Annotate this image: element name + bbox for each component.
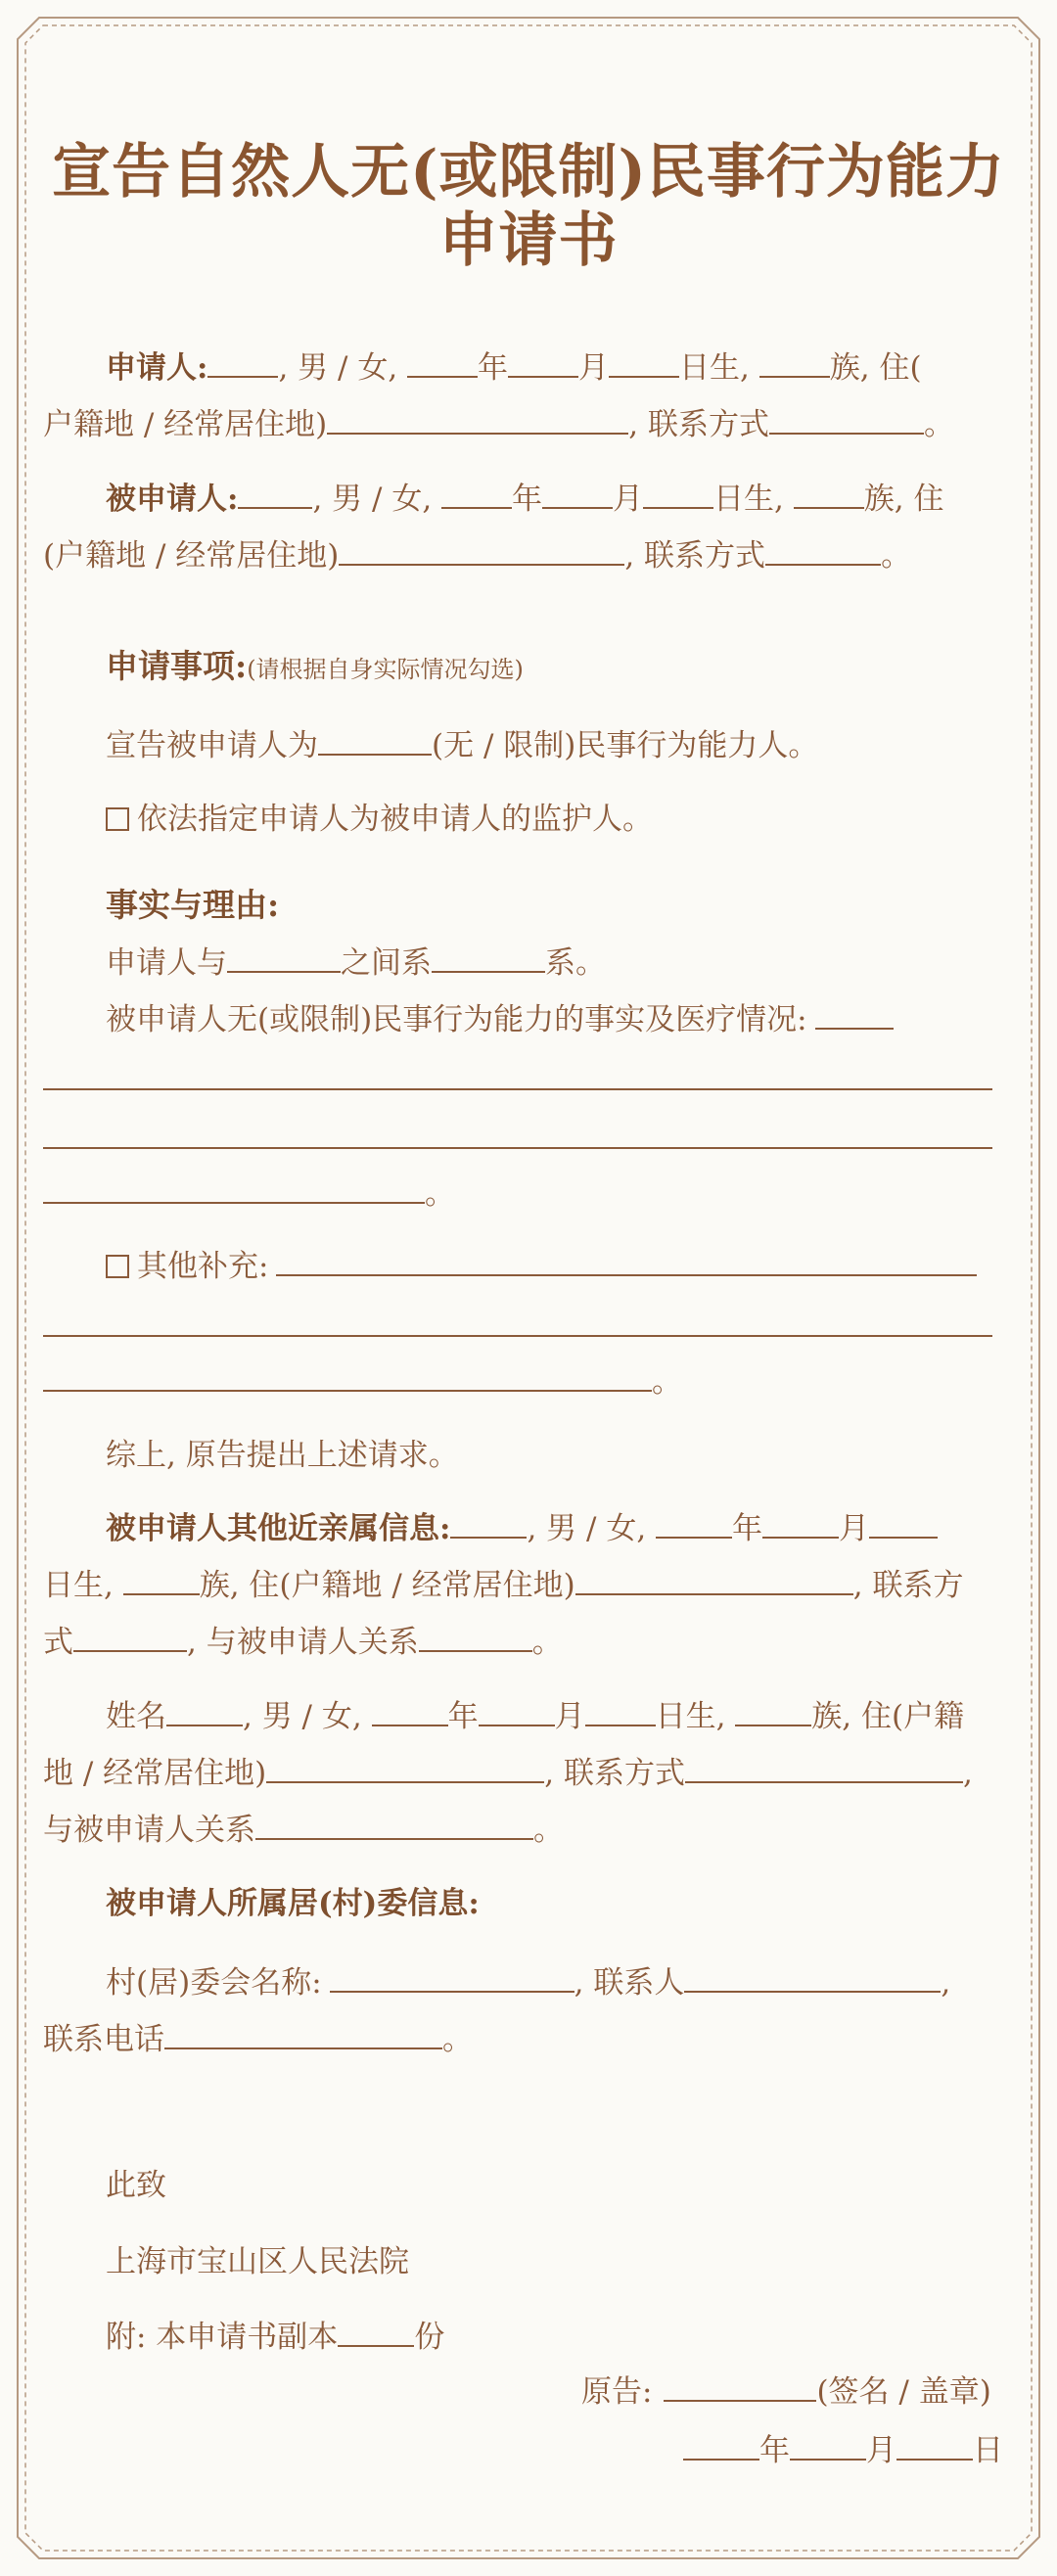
blank-month[interactable] [508, 346, 578, 378]
text: 份 [414, 2320, 445, 2355]
facts-heading [106, 885, 279, 927]
text: 宣告被申请人为 [106, 728, 318, 763]
blank-name[interactable] [238, 478, 312, 509]
blank-year[interactable] [656, 1507, 732, 1539]
committee-line2 [43, 2018, 473, 2060]
text: 年 [512, 482, 543, 517]
matters-note: (请根据自身实际情况勾选) [247, 656, 524, 683]
respondent-label: 被申请人: [106, 482, 239, 517]
blank-name[interactable] [166, 1695, 243, 1726]
text: , 联系方式 [628, 407, 769, 442]
text: 被申请人无(或限制)民事行为能力的事实及医疗情况: [106, 1002, 807, 1037]
blank-line[interactable] [43, 1088, 992, 1090]
text: 附: 本申请书副本 [106, 2320, 339, 2355]
text: 日生, [655, 1699, 736, 1734]
text: , 男 / 女, [527, 1511, 657, 1546]
court-name: 上海市宝山区人民法院 [106, 2244, 409, 2279]
respondent-line1 [106, 478, 943, 520]
checkbox-other[interactable] [106, 1255, 129, 1278]
blank-contact-person[interactable] [684, 1961, 941, 1993]
facts-situation [106, 998, 894, 1040]
text: 日生, [679, 350, 759, 386]
text: 式 [43, 1625, 73, 1660]
relatives-line2 [43, 1564, 964, 1606]
committee-line1 [106, 1961, 950, 2003]
text: 申请人与 [106, 945, 227, 981]
text: 。 [442, 2022, 473, 2057]
blank-year[interactable] [441, 478, 512, 509]
blank-relation[interactable] [419, 1621, 532, 1652]
matters-item1 [106, 724, 818, 766]
text: 。 [533, 1813, 564, 1848]
form-title-line1: 宣告自然人无(或限制)民事行为能力 [52, 138, 1005, 207]
facts-relation [106, 942, 606, 984]
blank-day[interactable] [896, 2429, 973, 2461]
text: 日生, [713, 482, 794, 517]
text: 原告: [581, 2374, 653, 2410]
text: , 联系方式 [544, 1756, 685, 1791]
text: , 联系方 [852, 1568, 964, 1603]
blank-address[interactable] [575, 1564, 853, 1595]
blank-day[interactable] [609, 346, 679, 378]
text: , 男 / 女, [243, 1699, 372, 1734]
text: 月 [554, 1699, 585, 1734]
applicant-line1 [106, 346, 922, 389]
blank-capacity[interactable] [318, 724, 432, 756]
text: 族, 住( [829, 350, 922, 386]
text: 地 / 经常居住地) [43, 1756, 267, 1791]
facts-other [106, 1245, 977, 1287]
relative2-line1 [106, 1695, 964, 1737]
blank-line[interactable] [43, 1360, 652, 1392]
blank-phone[interactable] [164, 2018, 442, 2049]
blank-line[interactable] [43, 1173, 425, 1204]
text: , 联系方式 [624, 538, 766, 574]
blank-situation[interactable] [815, 998, 894, 1030]
blank-contact[interactable] [685, 1752, 963, 1783]
blank-line[interactable] [43, 1335, 992, 1337]
matters-item2 [106, 799, 653, 840]
attachment [106, 2316, 444, 2358]
blank-day[interactable] [585, 1695, 656, 1726]
text: 。 [923, 407, 954, 442]
blank-relation[interactable] [432, 942, 545, 973]
text: 依法指定申请人为被申请人的监护人。 [137, 802, 653, 837]
blank-contact[interactable] [765, 534, 881, 566]
blank-month[interactable] [762, 1507, 839, 1539]
text: 月 [866, 2433, 896, 2468]
text: 。 [881, 538, 912, 574]
text: 。 [531, 1625, 563, 1660]
facts-label: 事实与理由: [106, 886, 280, 924]
text: 日生, [43, 1568, 123, 1603]
blank-name[interactable] [450, 1507, 527, 1539]
text: 其他补充: [137, 1249, 269, 1284]
blank-day[interactable] [643, 478, 713, 509]
checkbox-guardian[interactable] [106, 807, 129, 831]
blank-month[interactable] [542, 478, 613, 509]
blank-line[interactable] [43, 1147, 992, 1149]
text: , [962, 1756, 973, 1791]
text: 月 [578, 350, 610, 386]
blank-ethnicity[interactable] [794, 478, 864, 509]
blank-committee-name[interactable] [330, 1961, 574, 1993]
blank-day[interactable] [869, 1507, 938, 1539]
applicant-line2 [43, 403, 954, 445]
relative2-line3 [43, 1809, 564, 1851]
text: 日 [973, 2433, 1003, 2468]
text: 。 [652, 1364, 682, 1400]
text: 联系电话 [43, 2022, 164, 2057]
blank-month[interactable] [479, 1695, 555, 1726]
text: 村(居)委会名称: [106, 1965, 322, 2001]
text: 年 [759, 2433, 790, 2468]
blank-respondent[interactable] [227, 942, 341, 973]
blank-year[interactable] [407, 346, 478, 378]
text: 户籍地 / 经常居住地) [43, 407, 328, 442]
matters-label: 申请事项: [106, 647, 248, 685]
blank-month[interactable] [790, 2429, 866, 2461]
conclusion: 综上, 原告提出上述请求。 [106, 1438, 459, 1473]
text: 月 [613, 482, 644, 517]
text: 之间系 [341, 945, 432, 981]
blank-address[interactable] [327, 403, 628, 435]
text: , 男 / 女, [278, 350, 408, 386]
facts-line-end [43, 1173, 455, 1215]
text: , 与被申请人关系 [187, 1625, 419, 1660]
applicant-label: 申请人: [106, 350, 208, 386]
text: 与被申请人关系 [43, 1813, 255, 1848]
text: 年 [732, 1511, 763, 1546]
text: 年 [447, 1699, 479, 1734]
text: 姓名 [106, 1699, 166, 1734]
text: (户籍地 / 经常居住地) [43, 538, 340, 574]
blank-other[interactable] [276, 1245, 977, 1276]
relatives-line1 [106, 1507, 938, 1549]
respondent-line2 [43, 534, 911, 576]
text: , 联系人 [574, 1965, 685, 2001]
blank-year[interactable] [372, 1695, 448, 1726]
relatives-label: 被申请人其他近亲属信息: [106, 1511, 451, 1546]
signature-date [683, 2429, 1003, 2471]
committee-label: 被申请人所属居(村)委信息: [106, 1886, 480, 1921]
text: , [941, 1965, 951, 2001]
relative2-line2 [43, 1752, 973, 1794]
salutation: 此致 [106, 2168, 166, 2203]
text: (无 / 限制)民事行为能力人。 [432, 728, 819, 763]
text: (签名 / 盖章) [816, 2374, 991, 2410]
text: 月 [839, 1511, 870, 1546]
blank-contact[interactable] [769, 403, 924, 435]
text: 族, 住 [863, 482, 944, 517]
blank-signature[interactable] [664, 2370, 816, 2402]
blank-relation[interactable] [255, 1809, 533, 1840]
relatives-line3 [43, 1621, 563, 1663]
blank-contact[interactable] [73, 1621, 187, 1652]
blank-ethnicity[interactable] [735, 1695, 811, 1726]
text: 年 [478, 350, 509, 386]
text: 系。 [545, 945, 606, 981]
plaintiff-signature [581, 2370, 991, 2413]
text: 族, 住(户籍 [811, 1699, 965, 1734]
blank-year[interactable] [683, 2429, 759, 2461]
other-line-end [43, 1360, 682, 1403]
blank-address[interactable] [339, 534, 624, 566]
text: , 男 / 女, [312, 482, 442, 517]
text: 。 [425, 1176, 455, 1212]
text: 族, 住(户籍地 / 经常居住地) [199, 1568, 575, 1603]
matters-heading [106, 646, 524, 690]
blank-name[interactable] [207, 346, 278, 378]
committee-heading [106, 1883, 480, 1924]
form-title-line2: 申请书 [438, 207, 619, 275]
blank-ethnicity[interactable] [759, 346, 830, 378]
blank-ethnicity[interactable] [123, 1564, 200, 1595]
blank-copies[interactable] [338, 2316, 414, 2347]
blank-address[interactable] [266, 1752, 544, 1783]
